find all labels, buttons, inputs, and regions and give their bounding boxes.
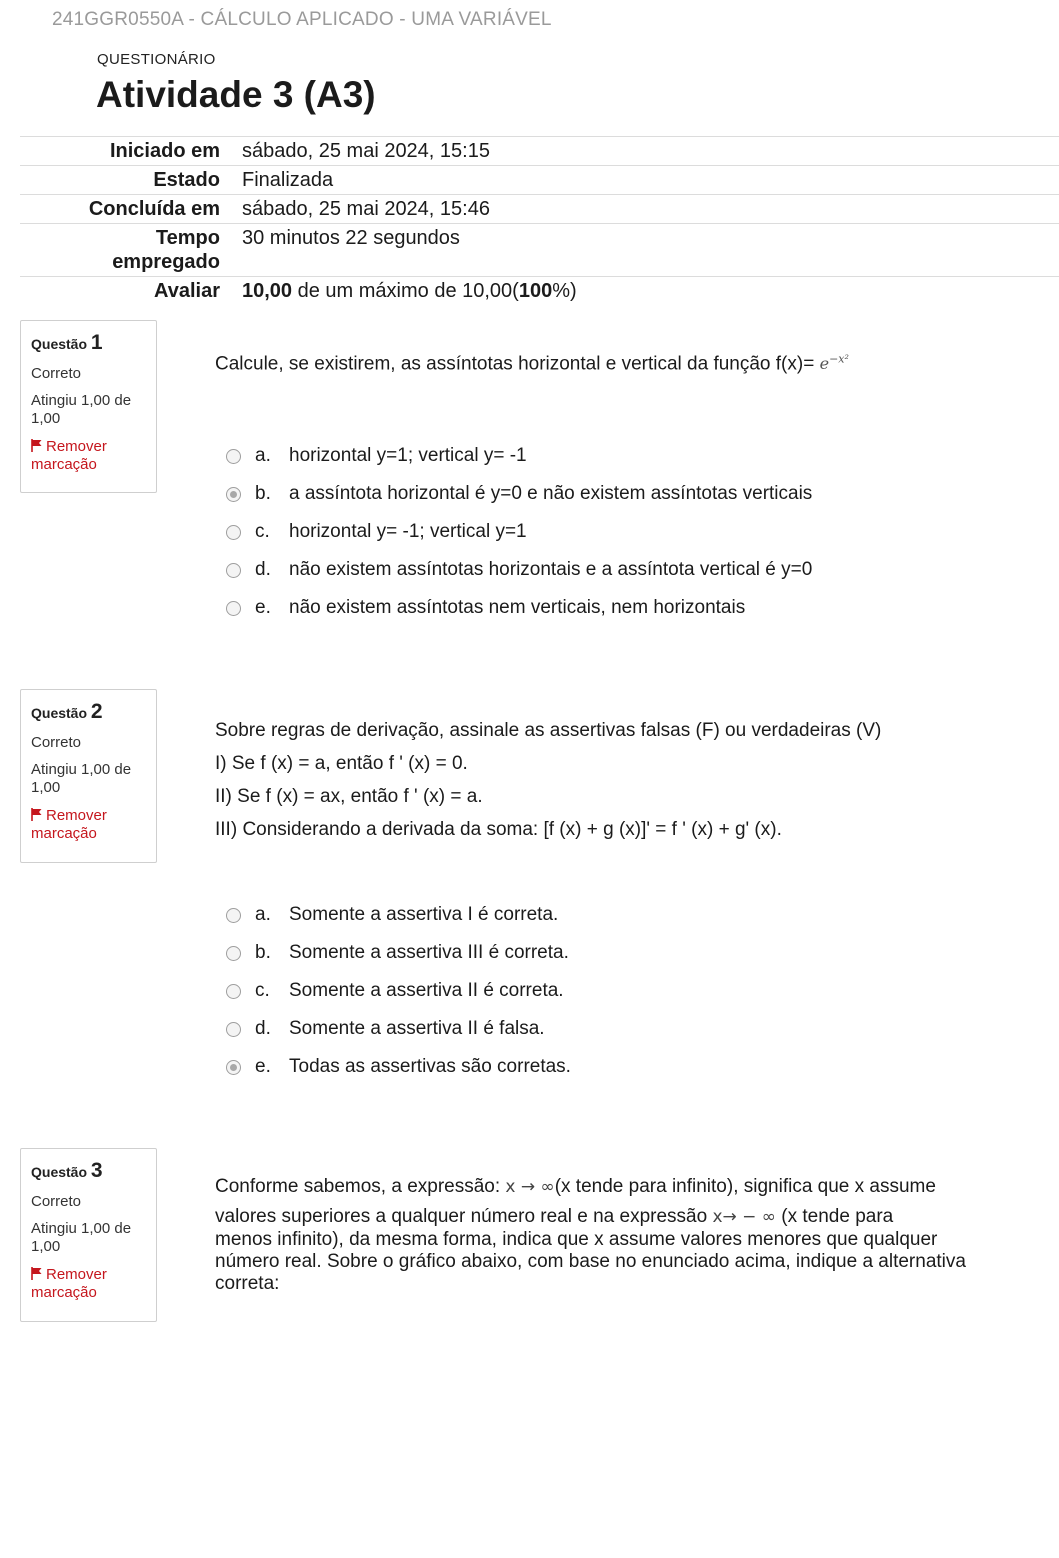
question-text: número real. Sobre o gráfico abaixo, com base no enunciado acima, indique a alternativa — [215, 1251, 966, 1272]
radio-button[interactable] — [226, 601, 241, 616]
state-label: Estado — [153, 169, 220, 191]
completed-value: sábado, 25 mai 2024, 15:46 — [242, 198, 490, 220]
question-line: Sobre regras de derivação, assinale as assertivas falsas (F) ou verdadeiras (V) — [215, 720, 882, 741]
answer-option[interactable] — [226, 551, 812, 589]
radio-button[interactable] — [226, 449, 241, 464]
time-label-line1: Tempo — [155, 227, 220, 249]
answer-letter: e. — [255, 1056, 271, 1077]
question-text: (x tende para infinito), significa que x assume — [554, 1176, 936, 1197]
question-2-info — [20, 689, 157, 863]
question-grade: Atingiu 1,00 de 1,00 — [31, 761, 132, 796]
question-text: valores superiores a qualquer número real e na expressão — [215, 1206, 713, 1227]
time-label — [20, 224, 220, 276]
flag-icon — [31, 1267, 43, 1280]
completed-label: Concluída em — [88, 198, 220, 220]
state-value: Finalizada — [242, 169, 334, 191]
answer-letter: c. — [255, 521, 270, 542]
summary-row-state — [20, 166, 1059, 195]
summary-row-grade — [20, 277, 1059, 305]
flag-text-2: marcação — [31, 456, 97, 473]
radio-button[interactable] — [226, 563, 241, 578]
summary-row-started — [20, 137, 1059, 166]
question-text: correta: — [215, 1273, 280, 1294]
grade-label: Avaliar — [154, 280, 220, 302]
answer-text: Somente a assertiva II é correta. — [289, 980, 564, 1001]
flag-text-1: Remover — [46, 807, 107, 824]
question-text: (x tende para — [775, 1206, 894, 1227]
question-3-info — [20, 1148, 157, 1322]
question-grade: Atingiu 1,00 de 1,00 — [31, 392, 132, 427]
answer-option[interactable] — [226, 1010, 571, 1048]
time-value: 30 minutos 22 segundos — [242, 227, 460, 249]
answer-letter: a. — [255, 904, 271, 925]
question-1-text — [215, 348, 849, 376]
answer-option[interactable] — [226, 934, 571, 972]
remove-flag-link[interactable] — [31, 1266, 156, 1302]
question-1-answers — [226, 437, 812, 627]
question-state: Correto — [31, 1193, 82, 1210]
question-number — [31, 1159, 156, 1183]
question-3-text — [215, 1175, 1015, 1295]
question-number — [31, 331, 156, 355]
answer-text: Somente a assertiva III é correta. — [289, 942, 569, 963]
question-label: Questão — [31, 336, 88, 352]
summary-row-time — [20, 224, 1059, 277]
flag-icon — [31, 808, 43, 821]
answer-letter: d. — [255, 1018, 271, 1039]
radio-button[interactable] — [226, 946, 241, 961]
remove-flag-link[interactable] — [31, 438, 156, 474]
question-line: I) Se f (x) = a, então f ' (x) = 0. — [215, 753, 468, 774]
radio-button[interactable] — [226, 1022, 241, 1037]
formula-exponent: −x² — [829, 353, 849, 366]
answer-option[interactable] — [226, 589, 812, 627]
answer-text: não existem assíntotas nem verticais, nem horizontais — [289, 597, 746, 618]
answer-letter: b. — [255, 942, 271, 963]
answer-option[interactable] — [226, 1048, 571, 1086]
answer-option[interactable] — [226, 437, 812, 475]
attempt-summary — [20, 136, 1059, 305]
answer-text: horizontal y=1; vertical y= -1 — [289, 445, 527, 466]
question-state: Correto — [31, 365, 82, 382]
answer-letter: a. — [255, 445, 271, 466]
answer-letter: c. — [255, 980, 270, 1001]
answer-text: não existem assíntotas horizontais e a assíntota vertical é y=0 — [289, 559, 813, 580]
started-label: Iniciado em — [109, 140, 220, 162]
flag-text-1: Remover — [46, 1266, 107, 1283]
answer-option[interactable] — [226, 513, 812, 551]
question-text: Calcule, se existirem, as assíntotas horizontal e vertical da função f(x)= — [215, 353, 815, 375]
question-line: II) Se f (x) = ax, então f ' (x) = a. — [215, 786, 483, 807]
answer-option[interactable] — [226, 972, 571, 1010]
answer-text: Todas as assertivas são corretas. — [289, 1056, 571, 1077]
time-label-line2: empregado — [112, 251, 220, 273]
grade-end: %) — [552, 280, 577, 302]
question-num: 1 — [90, 331, 103, 354]
question-grade: Atingiu 1,00 de 1,00 — [31, 1220, 132, 1255]
question-label: Questão — [31, 705, 88, 721]
grade-score: 10,00 — [242, 280, 293, 302]
flag-text-1: Remover — [46, 438, 107, 455]
flag-text-2: marcação — [31, 1284, 97, 1301]
remove-flag-link[interactable] — [31, 807, 156, 843]
radio-button[interactable] — [226, 908, 241, 923]
answer-text: Somente a assertiva I é correta. — [289, 904, 559, 925]
question-number — [31, 700, 156, 724]
question-2-answers — [226, 896, 571, 1086]
answer-letter: b. — [255, 483, 271, 504]
question-num: 2 — [90, 700, 103, 723]
grade-text: de um máximo de 10,00( — [292, 280, 519, 302]
course-title: 241GGR0550A - CÁLCULO APLICADO - UMA VARIÁVEL — [52, 9, 552, 30]
page-title: Atividade 3 (A3) — [96, 74, 376, 115]
answer-text: Somente a assertiva II é falsa. — [289, 1018, 545, 1039]
question-label: Questão — [31, 1164, 88, 1180]
radio-button[interactable] — [226, 984, 241, 999]
expression-image: x → ∞ — [505, 1177, 555, 1197]
answer-letter: d. — [255, 559, 271, 580]
formula-base: e — [819, 354, 830, 374]
question-text: Conforme sabemos, a expressão: — [215, 1176, 506, 1197]
radio-button[interactable] — [226, 525, 241, 540]
question-num: 3 — [90, 1159, 103, 1182]
summary-row-completed — [20, 195, 1059, 224]
answer-text: horizontal y= -1; vertical y=1 — [289, 521, 527, 542]
expression-image: x→ − ∞ — [712, 1207, 776, 1227]
question-2-text — [215, 714, 881, 846]
question-state: Correto — [31, 734, 82, 751]
radio-button-selected[interactable] — [226, 1060, 241, 1075]
started-value: sábado, 25 mai 2024, 15:15 — [242, 140, 490, 162]
answer-letter: e. — [255, 597, 271, 618]
flag-text-2: marcação — [31, 825, 97, 842]
answer-option[interactable] — [226, 475, 812, 513]
question-line: III) Considerando a derivada da soma: [f (x) + g (x)]' = f ' (x) + g' (x). — [215, 819, 782, 840]
radio-button-selected[interactable] — [226, 487, 241, 502]
quiz-kicker: QUESTIONÁRIO — [97, 51, 216, 68]
answer-text: a assíntota horizontal é y=0 e não existem assíntotas verticais — [289, 483, 813, 504]
formula-image — [820, 354, 849, 373]
grade-percent: 100 — [518, 280, 553, 302]
grade-value — [220, 277, 577, 305]
flag-icon — [31, 439, 43, 452]
answer-option[interactable] — [226, 896, 571, 934]
question-text: menos infinito), da mesma forma, indica que x assume valores menores que qualquer — [215, 1229, 938, 1250]
question-1-info — [20, 320, 157, 493]
